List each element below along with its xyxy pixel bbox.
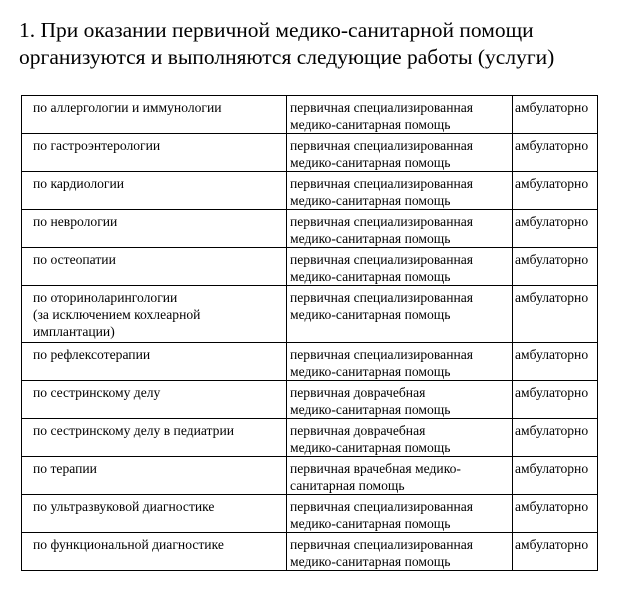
care-type-cell — [287, 96, 513, 134]
service-name: по терапии — [33, 461, 97, 476]
service-name: по остеопатии — [33, 252, 116, 267]
service-name-cell — [22, 533, 287, 571]
table-row — [22, 96, 598, 134]
condition-cell — [513, 495, 598, 533]
service-name-cell — [22, 172, 287, 210]
condition-cell — [513, 343, 598, 381]
care-condition: амбулаторно — [515, 214, 589, 229]
table-row — [22, 134, 598, 172]
care-type-cell — [287, 381, 513, 419]
service-name-cell — [22, 419, 287, 457]
care-type-cell — [287, 457, 513, 495]
service-name-cell — [22, 286, 287, 343]
care-condition: амбулаторно — [515, 537, 589, 552]
care-type-cell — [287, 495, 513, 533]
care-condition: амбулаторно — [515, 138, 589, 153]
table-row — [22, 286, 598, 343]
service-name-cell — [22, 96, 287, 134]
care-type: первичная доврачебная медико-санитарная помощь — [290, 385, 451, 417]
service-name: по гастроэнтерологии — [33, 138, 161, 153]
care-type: первичная специализированная медико-санитарная помощь — [290, 214, 474, 246]
table-row — [22, 381, 598, 419]
care-condition: амбулаторно — [515, 290, 589, 305]
service-name: по сестринскому делу — [33, 385, 161, 400]
table-row — [22, 248, 598, 286]
condition-cell — [513, 172, 598, 210]
service-name: по сестринскому делу в педиатрии — [33, 423, 235, 438]
table-row — [22, 533, 598, 571]
care-condition: амбулаторно — [515, 461, 589, 476]
care-type-cell — [287, 134, 513, 172]
table-row — [22, 210, 598, 248]
condition-cell — [513, 286, 598, 343]
service-name: по ультразвуковой диагностике — [33, 499, 215, 514]
table-row — [22, 419, 598, 457]
service-name-cell — [22, 248, 287, 286]
care-type: первичная специализированная медико-санитарная помощь — [290, 176, 474, 208]
service-name: по рефлексотерапии — [33, 347, 151, 362]
table-row — [22, 457, 598, 495]
care-type-cell — [287, 172, 513, 210]
condition-cell — [513, 210, 598, 248]
care-type-cell — [287, 419, 513, 457]
table-row — [22, 343, 598, 381]
service-name: по аллергологии и иммунологии — [33, 100, 222, 115]
service-name: по оториноларингологии (за исключением кохлеарной имплантации) — [33, 290, 201, 339]
care-type: первичная специализированная медико-санитарная помощь — [290, 347, 474, 379]
care-type-cell — [287, 286, 513, 343]
condition-cell — [513, 457, 598, 495]
care-type-cell — [287, 248, 513, 286]
care-condition: амбулаторно — [515, 100, 589, 115]
care-type: первичная врачебная медико- санитарная помощь — [290, 461, 461, 493]
care-type: первичная специализированная медико-санитарная помощь — [290, 499, 474, 531]
care-type: первичная специализированная медико-санитарная помощь — [290, 252, 474, 284]
care-type: первичная специализированная медико-санитарная помощь — [290, 537, 474, 569]
care-type: первичная специализированная медико-санитарная помощь — [290, 290, 474, 322]
condition-cell — [513, 419, 598, 457]
service-name: по кардиологии — [33, 176, 125, 191]
care-type-cell — [287, 533, 513, 571]
service-name-cell — [22, 457, 287, 495]
service-name: по функциональной диагностике — [33, 537, 224, 552]
care-type: первичная специализированная медико-санитарная помощь — [290, 138, 474, 170]
service-name-cell — [22, 381, 287, 419]
condition-cell — [513, 381, 598, 419]
condition-cell — [513, 248, 598, 286]
table-row — [22, 172, 598, 210]
care-type-cell — [287, 343, 513, 381]
service-name: по неврологии — [33, 214, 118, 229]
service-name-cell — [22, 343, 287, 381]
table-row — [22, 495, 598, 533]
care-condition: амбулаторно — [515, 252, 589, 267]
condition-cell — [513, 134, 598, 172]
services-table-body — [22, 96, 598, 571]
care-type-cell — [287, 210, 513, 248]
care-condition: амбулаторно — [515, 347, 589, 362]
care-type: первичная специализированная медико-санитарная помощь — [290, 100, 474, 132]
care-condition: амбулаторно — [515, 385, 589, 400]
care-condition: амбулаторно — [515, 423, 589, 438]
section-heading: 1. При оказании первичной медико-санитарной помощи организуются и выполняются следующие работы (услуги) — [19, 18, 555, 69]
care-condition: амбулаторно — [515, 176, 589, 191]
service-name-cell — [22, 210, 287, 248]
service-name-cell — [22, 495, 287, 533]
services-table — [21, 95, 598, 571]
care-condition: амбулаторно — [515, 499, 589, 514]
service-name-cell — [22, 134, 287, 172]
condition-cell — [513, 533, 598, 571]
care-type: первичная доврачебная медико-санитарная помощь — [290, 423, 451, 455]
condition-cell — [513, 96, 598, 134]
